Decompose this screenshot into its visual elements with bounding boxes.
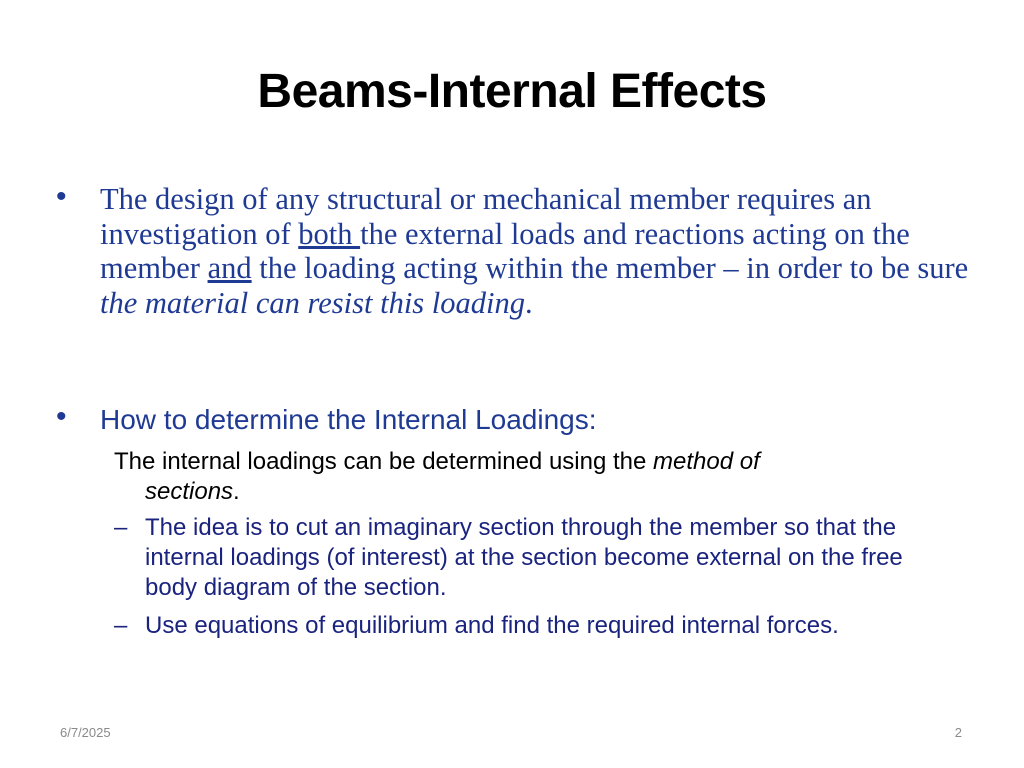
italic-emphasis: the material can resist this loading xyxy=(100,285,526,320)
bullet-text-part: the external loads and reactions acting on the member xyxy=(100,216,910,285)
bullet-text xyxy=(100,182,976,320)
italic-method-of: method of xyxy=(653,448,760,475)
bullet-marker: • xyxy=(56,180,67,213)
slide-title: Beams-Internal Effects xyxy=(257,65,767,118)
dash-item-text: The idea is to cut an imaginary section through the member so that the internal loadings (of interest) at the section become external on the free body diagram of the section. xyxy=(145,514,903,601)
dash-item-text: Use equations of equilibrium and find the required internal forces. xyxy=(145,612,839,639)
bullet-text-part: The design of any structural or mechanical member requires an investigation of xyxy=(100,182,872,251)
bullet-heading: How to determine the Internal Loadings: xyxy=(100,404,597,435)
bullet-internal-loadings xyxy=(56,402,976,438)
sub-text-part: . xyxy=(233,478,240,505)
sub-text-part: The internal loadings can be determined using the xyxy=(114,448,654,475)
italic-sections: sections xyxy=(145,478,234,505)
bullet-design-requirements xyxy=(56,182,976,320)
bullet-text-part: . xyxy=(525,285,533,320)
underlined-both: both xyxy=(298,216,361,251)
dash-marker: – xyxy=(114,514,128,541)
dash-item-equilibrium xyxy=(114,611,954,641)
footer-date: 6/7/2025 xyxy=(60,725,111,740)
method-of-sections-text xyxy=(114,447,914,507)
bullet-text-part: the loading acting within the member – in order to be sure xyxy=(251,251,969,285)
underlined-and: and xyxy=(207,251,252,285)
bullet-marker: • xyxy=(56,400,67,433)
footer-page-number: 2 xyxy=(954,725,962,740)
dash-marker: – xyxy=(114,612,128,639)
sub-line-2 xyxy=(114,477,914,507)
dash-item-cut-section xyxy=(114,513,954,603)
sub-line-1 xyxy=(114,447,914,477)
